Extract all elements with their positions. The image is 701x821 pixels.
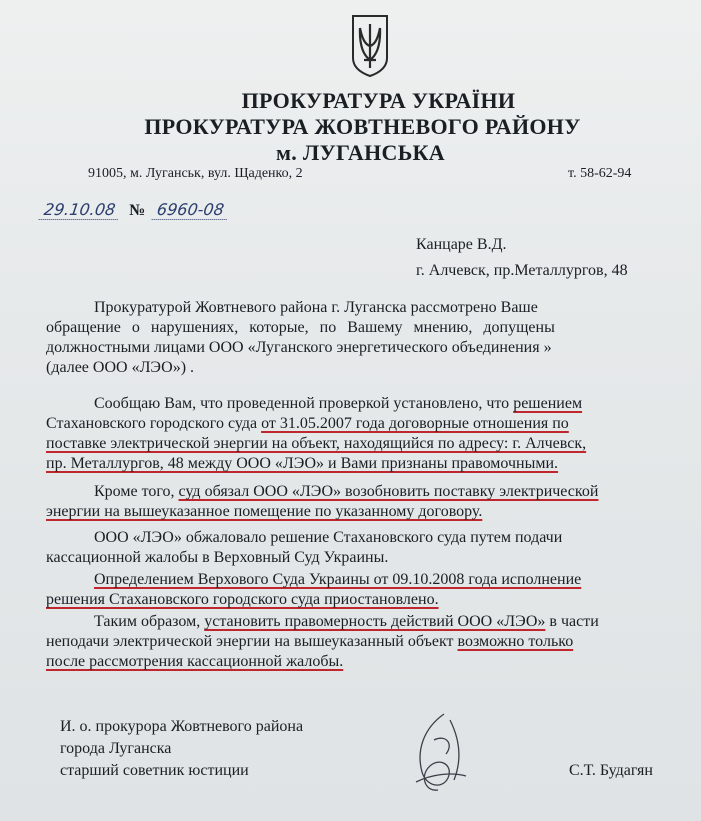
body-line: энергии на вышеуказанное помещение по указанному договору. xyxy=(46,503,483,520)
body-line: Таким образом, установить правомерность действий ООО «ЛЭО» в части xyxy=(94,613,599,630)
registration-line xyxy=(40,200,228,220)
registration-number: 6960-08 xyxy=(152,200,230,220)
body-line: ООО «ЛЭО» обжаловало решение Стахановского суда путем подачи xyxy=(94,529,563,546)
signatory-title-2: города Луганска xyxy=(60,740,172,757)
signatory-title-3: старший советник юстиции xyxy=(60,762,249,779)
number-sign: № xyxy=(129,202,146,219)
body-line: Прокуратурой Жовтневого района г. Луганска рассмотрено Ваше xyxy=(94,299,538,316)
recipient-address: г. Алчевск, пр.Металлургов, 48 xyxy=(416,262,628,279)
body-line: должностными лицами ООО «Луганского энергетического объединения » xyxy=(46,339,552,356)
body-line: после рассмотрения кассационной жалобы. xyxy=(46,653,344,670)
handwritten-signature xyxy=(404,710,474,795)
body-line: (далее ООО «ЛЭО») . xyxy=(46,359,195,376)
body-line: Стахановского городского суда от 31.05.2007 года договорные отношения по xyxy=(46,415,569,432)
header-line-1: ПРОКУРАТУРА УКРАЇНИ xyxy=(241,88,516,113)
header-line-2: ПРОКУРАТУРА ЖОВТНЕВОГО РАЙОНУ xyxy=(144,114,581,139)
body-line: обращение о нарушениях, которые, по Вашему мнению, допущены xyxy=(46,319,555,336)
body-line: неподачи электрической энергии на вышеуказанный объект возможно только xyxy=(46,633,574,650)
body-line: Кроме того, суд обязал ООО «ЛЭО» возобновить поставку электрической xyxy=(94,483,599,500)
body-line: Сообщаю Вам, что проведенной проверкой установлено, что решением xyxy=(94,395,583,412)
registration-date: 29.10.08 xyxy=(39,200,121,220)
signatory-name: С.Т. Будагян xyxy=(569,762,653,779)
body-line: пр. Металлургов, 48 между ООО «ЛЭО» и Вами признаны правомочными. xyxy=(46,455,559,472)
sender-phone: т. 58-62-94 xyxy=(568,166,632,181)
body-line: решения Стахановского городского суда приостановлено. xyxy=(46,591,439,608)
recipient-name: Канцаре В.Д. xyxy=(416,236,507,253)
signatory-title-1: И. о. прокурора Жовтневого района xyxy=(60,718,304,735)
body-line: Определением Верхового Суда Украины от 09.10.2008 года исполнение xyxy=(94,571,582,588)
body-line: поставке электрической энергии на объект, находящийся по адресу: г. Алчевск, xyxy=(46,435,587,452)
sender-address: 91005, м. Луганськ, вул. Щаденко, 2 xyxy=(88,166,303,181)
header-line-3: м. ЛУГАНСЬКА xyxy=(276,140,445,165)
trident-emblem-icon xyxy=(349,14,391,78)
body-line: кассационной жалобы в Верховный Суд Украины. xyxy=(46,549,389,566)
